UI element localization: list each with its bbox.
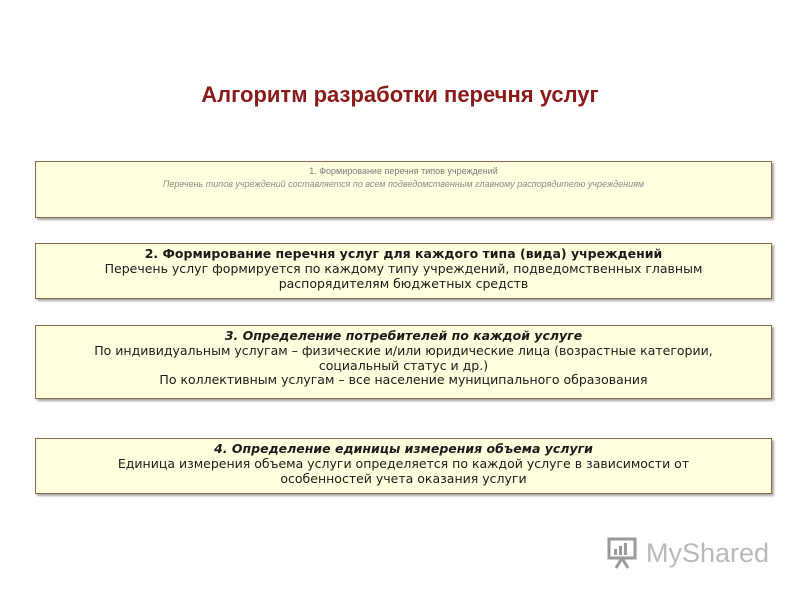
step-1-heading: 1. Формирование перечня типов учреждений <box>309 166 498 176</box>
step-2-heading: 2. Формирование перечня услуг для каждого типа (вида) учреждений <box>144 246 663 261</box>
step-1-box <box>35 161 772 218</box>
presentation-board-icon <box>606 536 640 570</box>
step-2-description: Перечень услуг формируется по каждому типу учреждений, подведомственных главным распорядителям бюджетных средств <box>104 261 703 291</box>
step-4-description: Единица измерения объема услуги определяется по каждой услуге в зависимости от особенностей учета оказания услуги <box>117 456 690 486</box>
step-3-description-individual: По индивидуальным услугам – физические и/или юридические лица (возрастные категории, социальный статус и др.) <box>94 343 713 373</box>
step-3-box <box>35 325 772 399</box>
slide-title: Алгоритм разработки перечня услуг <box>201 82 599 107</box>
watermark-text: MyShared <box>646 537 770 568</box>
step-4-heading: 4. Определение единицы измерения объема услуги <box>214 441 593 456</box>
step-2-box <box>35 243 772 299</box>
step-3-description-collective: По коллективным услугам – все население муниципального образования <box>159 372 648 387</box>
watermark-logo <box>606 535 769 571</box>
step-3-heading: 3. Определение потребителей по каждой услуге <box>224 328 583 343</box>
step-1-description: Перечень типов учреждений составляется по всем подведомственным главному распорядителю учреждениям <box>162 179 645 189</box>
step-4-box <box>35 438 772 494</box>
